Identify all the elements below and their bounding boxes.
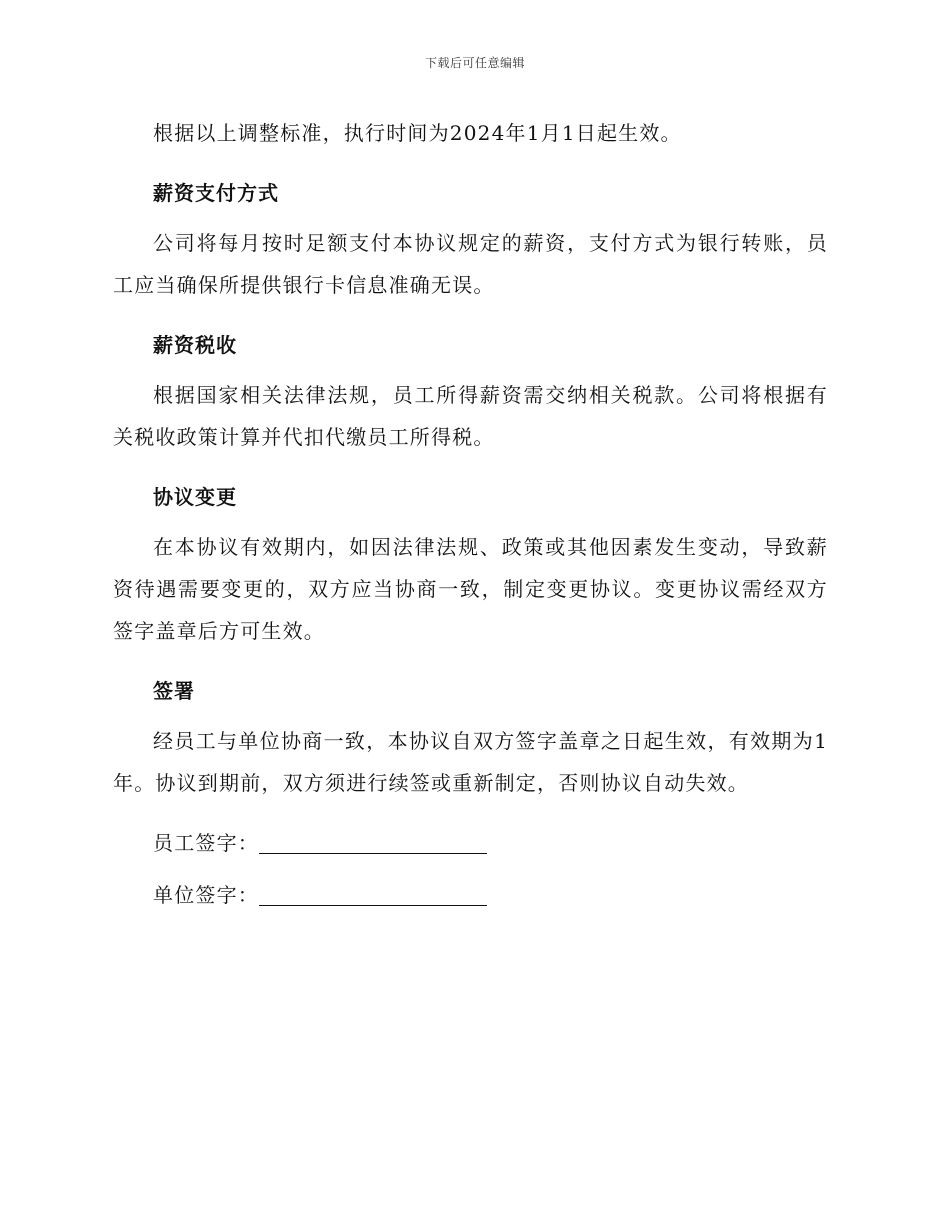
employee-signature-line: [113, 822, 828, 864]
document-body: [113, 112, 828, 926]
company-signature-line: [113, 874, 828, 916]
salary-tax-paragraph: 根据国家相关法律法规，员工所得薪资需交纳相关税款。公司将根据有关税收政策计算并代扣代缴员工所得税。: [113, 383, 828, 449]
company-signature-blank[interactable]: [259, 885, 487, 906]
agreement-change-heading: 协议变更: [153, 485, 237, 509]
employee-signature-label: 员工签字：: [153, 831, 259, 855]
company-signature-label: 单位签字：: [153, 883, 259, 907]
page-header: 下载后可任意编辑: [424, 56, 525, 70]
salary-tax-heading: 薪资税收: [153, 333, 237, 357]
payment-method-paragraph: 公司将每月按时足额支付本协议规定的薪资，支付方式为银行转账，员工应当确保所提供银行卡信息准确无误。: [113, 231, 828, 297]
signing-heading: 签署: [153, 679, 195, 703]
payment-method-heading: 薪资支付方式: [153, 181, 279, 205]
signing-paragraph: 经员工与单位协商一致，本协议自双方签字盖章之日起生效，有效期为1年。协议到期前，双方须进行续签或重新制定，否则协议自动失效。: [113, 729, 828, 795]
agreement-change-paragraph: 在本协议有效期内，如因法律法规、政策或其他因素发生变动，导致薪资待遇需要变更的，双方应当协商一致，制定变更协议。变更协议需经双方签字盖章后方可生效。: [113, 535, 828, 643]
employee-signature-blank[interactable]: [259, 833, 487, 854]
effective-date-paragraph: 根据以上调整标准，执行时间为2024年1月1日起生效。: [153, 121, 682, 145]
